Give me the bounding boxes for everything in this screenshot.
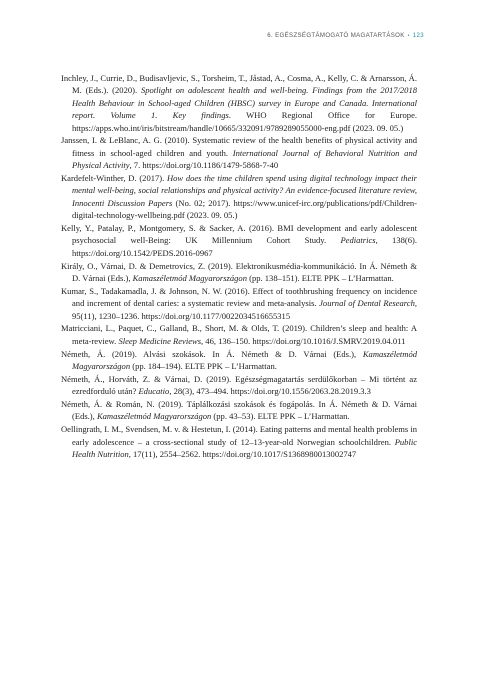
reference-authors: Németh, Á. (2019). Alvási szokások. In Á. Németh & D. Várnai (Eds.),: [61, 348, 363, 359]
reference-title: Sleep Medicine Reviews: [118, 335, 202, 346]
reference-details: (pp. 184–194). ELTE PPK – L’Harmattan.: [130, 361, 277, 372]
reference-item: [61, 172, 417, 222]
reference-title: Educatio: [138, 386, 170, 397]
reference-details: (pp. 138–151). ELTE PPK – L’Harmattan.: [246, 273, 394, 284]
reference-authors: Matricciani, L., Paquet, C., Galland, B., Short, M. & Olds, T. (2019). Children’s sleep and health: A meta-review.: [61, 323, 417, 346]
reference-item: [61, 373, 417, 398]
reference-title: How does the time children spend using digital technology impact their mental well-being, social relationships and physical activity? An evidence-focused literature review, Innocenti Discussion Papers: [72, 173, 417, 208]
reference-authors: Kumar, S., Tadakamadla, J. & Johnson, N. W. (2016). Effect of toothbrushing frequency on incidence and increment of dental caries: a systematic review and meta-analysis.: [61, 285, 417, 309]
reference-item: [61, 260, 417, 285]
reference-title: Spotlight on adolescent health and well-being. Findings from the 2017/2018 Health Behaviour in School-aged Children (HBSC) survey in Europe and Canada. International report. Volume 1. Key findings: [72, 85, 417, 121]
reference-details: (pp. 43–53). ELTE PPK – L’Harmattan.: [211, 411, 350, 422]
reference-item: [61, 398, 417, 423]
header-separator: •: [407, 32, 410, 39]
reference-item: [61, 348, 417, 373]
page-number: 123: [412, 32, 424, 39]
reference-title: Kamaszéletmód Magyarországon: [72, 348, 417, 372]
reference-authors: Németh, Á. & Román, N. (2019). Táplálkozási szokások és fogápolás. In Á. Németh & D. Várnai (Eds.),: [61, 399, 417, 422]
chapter-title: 6. EGÉSZSÉGTÁMOGATÓ MAGATARTÁSOK: [267, 32, 405, 39]
reference-authors: Kelly, Y., Patalay, P., Montgomery, S. & Sacker, A. (2016). BMI development and early adolescent psychosocial well-Being: UK Millennium Cohort Study.: [61, 223, 417, 246]
reference-title: International Journal of Behavioral Nutrition and Physical Activity: [72, 147, 417, 171]
reference-authors: Kardefelt-Winther, D. (2017).: [61, 173, 167, 184]
reference-authors: Király, O., Várnai, D. & Demetrovics, Z. (2019). Elektronikusmédia-kommunikáció. In Á. Németh & D. Várnai (Eds.),: [61, 260, 417, 284]
reference-details: , 138(6). https://doi.org/10.1542/PEDS.2016-0967: [72, 235, 417, 258]
reference-list: [61, 72, 417, 461]
reference-details: , 7. https://doi.org/10.1186/1479-5868-7-40: [129, 160, 279, 171]
reference-title: Pediatrics: [340, 235, 376, 246]
reference-item: [61, 322, 417, 347]
running-header: [267, 32, 424, 39]
reference-authors: Inchley, J., Currie, D., Budisavljevic, S., Torsheim, T., Jåstad, A., Cosma, A., Kelly, C. & Arnarsson, Á. M. (Eds.). (2020).: [61, 73, 417, 96]
reference-details: , 17(11), 2554–2562. https://doi.org/10.1017/S1368980013002747: [128, 449, 357, 460]
reference-item: [61, 72, 417, 134]
reference-details: , 28(3), 473–494. https://doi.org/10.1556/2063.28.2019.3.3: [169, 386, 371, 397]
reference-item: [61, 423, 417, 460]
reference-title: Journal of Dental Research: [319, 298, 415, 309]
reference-title: Kamaszéletmód Magyarországon: [96, 411, 212, 422]
reference-authors: Janssen, I. & LeBlanc, A. G. (2010). Systematic review of the health benefits of physical activity and fitness in school-aged children and youth.: [61, 135, 417, 158]
reference-details: , 95(11), 1230–1236. https://doi.org/10.1177/0022034516655315: [72, 298, 417, 321]
reference-item: [61, 222, 417, 259]
reference-title: Kamaszéletmód Magyarországon: [132, 273, 247, 284]
reference-item: [61, 285, 417, 322]
reference-authors: Oellingrath, I. M., Svendsen, M. v. & Hestetun, I. (2014). Eating patterns and mental health problems in early adolescence – a cross-sectional study of 12–13-year-old Norwegian schoolchildren.: [61, 424, 417, 447]
reference-details: , 46, 136–150. https://doi.org/10.1016/J.SMRV.2019.04.011: [201, 335, 406, 346]
reference-details: . WHO Regional Office for Europe. https://apps.who.int/iris/bitstream/handle/10665/332091/9789289055000-eng.pdf (2023. 09. 05.): [72, 110, 418, 133]
reference-authors: Németh, Á., Horváth, Z. & Várnai, D. (2019). Egészségmagatartás serdülőkorban – Mi történt az ezredforduló után?: [61, 373, 417, 397]
reference-title: Public Health Nutrition: [72, 436, 417, 460]
reference-item: [61, 134, 417, 171]
reference-details: (No. 02; 2017). https://www.unicef-irc.org/publications/pdf/Children-digital-technology-wellbeing.pdf (2023. 09. 05.): [72, 197, 418, 221]
